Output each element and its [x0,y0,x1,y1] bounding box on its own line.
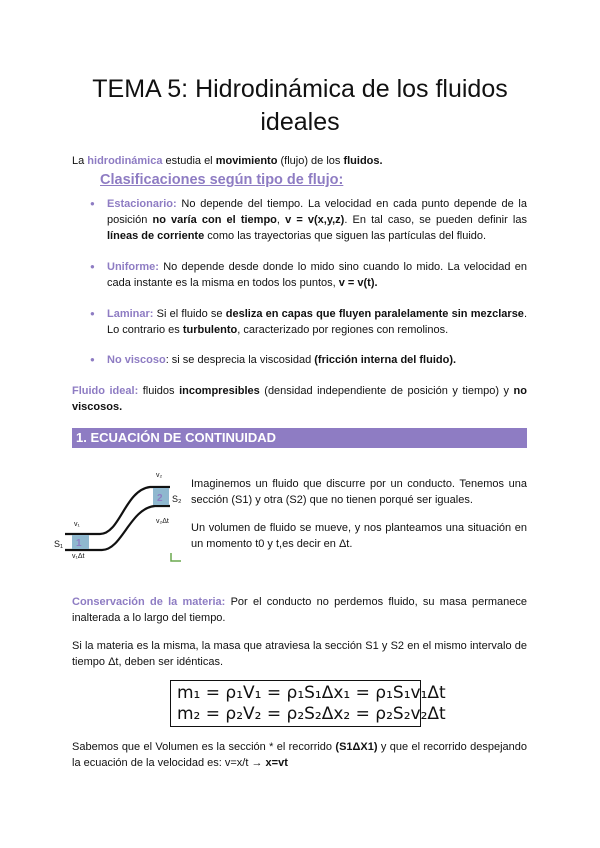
formula-line-1: m₁ = ρ₁V₁ = ρ₁S₁Δx₁ = ρ₁S₁v₁Δt [177,683,446,703]
paragraph-imagine: Imaginemos un fluido que discurre por un conducto. Tenemos una sección (S1) y otra (S2) que no tienen porqué ser iguales. [191,478,527,506]
term-hidrodinamica: hidrodinámica [87,155,163,167]
page-title-line-1: TEMA 5: Hidrodinámica de los fluidos [92,75,508,103]
conservation-paragraph: Conservación de la materia: Por el conducto no perdemos fluido, su masa permanece inalterada a lo largo del tiempo. [72,596,527,624]
bullet-uniform: Uniforme: No depende desde donde lo mido sino cuando lo mido. La velocidad en cada instante es la misma en todos los puntos, v = v(t). [107,261,527,289]
bullet-dot: ● [90,199,95,208]
diagram-label-1: 1 [76,538,82,549]
bullet-dot: ● [90,262,95,271]
same-mass-paragraph: Si la materia es la misma, la masa que atraviesa la sección S1 y S2 en el mismo intervalo de tiempo Δt, deben ser idénticas. [72,640,527,668]
diagram-label-v2: v₂ [156,472,163,479]
paragraph-volume: Un volumen de fluido se mueve, y nos planteamos una situación en un momento t0 y t,es decir en Δt. [191,522,527,550]
bullet-stationary: Estacionario: No depende del tiempo. La velocidad en cada punto depende de la posición no varía con el tiempo, v = v(x,y,z). En tal caso, se pueden definir las líneas de corriente como las trayectorias que siguen las partículas del fluido. [107,198,527,242]
diagram-label-v1dt: v₁Δt [72,553,85,560]
final-paragraph: Sabemos que el Volumen es la sección * el recorrido (S1ΔX1) y que el recorrido despejando la ecuación de la velocidad es: v=x/t → x=vt [72,741,528,769]
page-title-line-2: ideales [260,108,340,136]
diagram-marker [171,553,181,561]
section-heading-continuity: 1. ECUACIÓN DE CONTINUIDAD [72,428,527,448]
diagram-label-v1: v₁ [74,521,80,528]
diagram-label-2: 2 [157,493,163,504]
diagram-label-v2dt: v₂Δt [156,518,169,525]
bullet-dot: ● [90,309,95,318]
diagram-label-s1: S₁ [54,539,64,549]
bullet-inviscid: No viscoso: si se desprecia la viscosidad (fricción interna del fluido). [107,354,457,366]
bullet-dot: ● [90,355,95,364]
conduit-diagram [50,462,190,562]
diagram-label-s2: S₂ [172,494,182,504]
classifications-heading: Clasificaciones según tipo de flujo: [100,172,344,188]
bullet-laminar: Laminar: Si el fluido se desliza en capas que fluyen paralelamente sin mezclarse. Lo contrario es turbulento, caracterizado por regiones con remolinos. [107,308,527,336]
intro-paragraph: La hidrodinámica estudia el movimiento (flujo) de los fluidos. [72,155,383,167]
page-title [40,73,560,139]
formula-line-2: m₂ = ρ₂V₂ = ρ₂S₂Δx₂ = ρ₂S₂v₂Δt [177,704,446,724]
ideal-fluid-paragraph: Fluido ideal: fluidos incompresibles (densidad independiente de posición y tiempo) y no viscosos. [72,385,527,413]
continuity-formula-box [170,680,446,727]
